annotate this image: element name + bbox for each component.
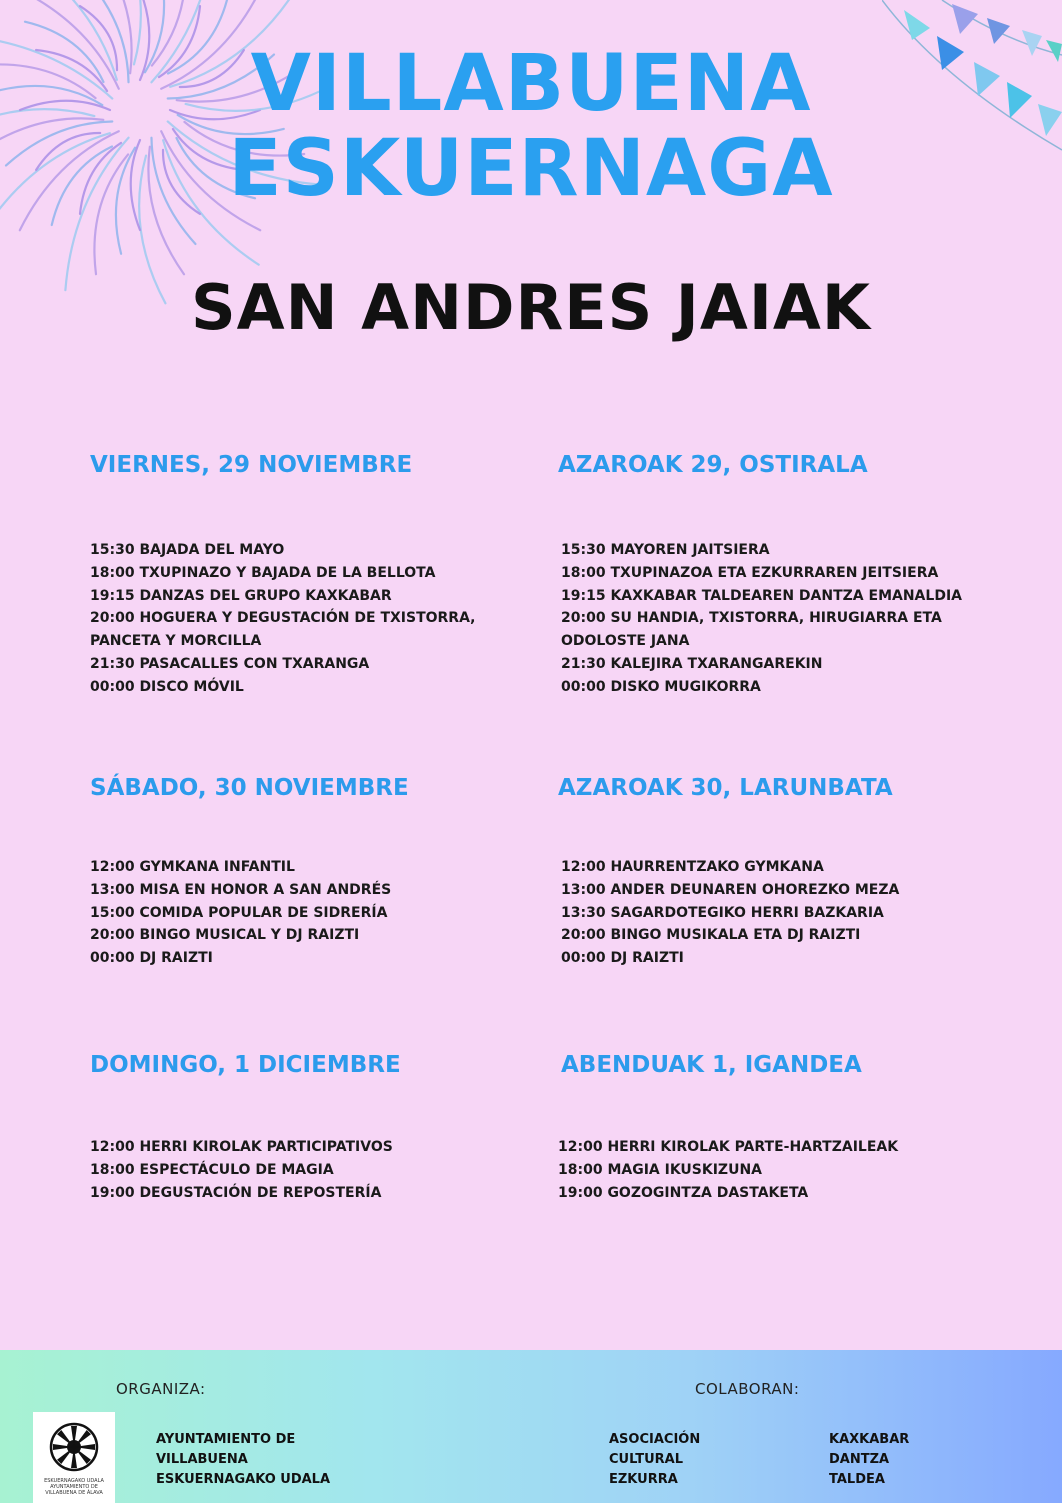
schedule-item: 18:00 MAGIA IKUSKIZUNA [558, 1161, 763, 1178]
schedule-item: 00:00 DJ RAIZTI [90, 950, 213, 967]
logo-emblem-icon [49, 1422, 99, 1472]
schedule-item: 18:00 TXUPINAZO Y BAJADA DE LA BELLOTA [90, 564, 436, 581]
schedule-item: 15:30 MAYOREN JAITSIERA [561, 542, 770, 558]
day-heading-saturday-eu: AZAROAK 30, LARUNBATA [558, 775, 893, 801]
schedule-item: 19:00 GOZOGINTZA DASTAKETA [558, 1184, 809, 1201]
day-heading-sunday-eu: ABENDUAK 1, IGANDEA [561, 1052, 862, 1078]
collaborator-kaxkabar: KAXKABAR DANTZA TALDEA [829, 1432, 910, 1487]
schedule-item: 20:00 SU HANDIA, TXISTORRA, HIRUGIARRA ETA [561, 610, 942, 627]
day-heading-sunday-es: DOMINGO, 1 DICIEMBRE [90, 1052, 401, 1078]
town-hall-logo-icon [33, 1412, 115, 1503]
schedule-item: 12:00 HAURRENTZAKO GYMKANA [561, 859, 824, 875]
schedule-item: 20:00 HOGUERA Y DEGUSTACIÓN DE TXISTORRA, [90, 610, 476, 627]
schedule-item: 19:15 DANZAS DEL GRUPO KAXKABAR [90, 587, 392, 604]
colaboran-label: COLABORAN: [695, 1380, 800, 1398]
schedule-item: 00:00 DJ RAIZTI [561, 950, 684, 967]
schedule-list-friday-es [90, 539, 476, 699]
schedule-list-sunday-eu [558, 1136, 898, 1204]
page-title-line1: VILLABUENA [250, 39, 812, 129]
organizer-name: AYUNTAMIENTO DE VILLABUENA ESKUERNAGAKO UDALA [156, 1432, 331, 1487]
schedule-item: 18:00 ESPECTÁCULO DE MAGIA [90, 1161, 334, 1178]
schedule-item: 15:00 COMIDA POPULAR DE SIDRERÍA [90, 904, 388, 921]
schedule-item: 12:00 GYMKANA INFANTIL [90, 859, 295, 875]
schedule-item: 13:30 SAGARDOTEGIKO HERRI BAZKARIA [561, 904, 884, 921]
schedule-item: 20:00 BINGO MUSIKALA ETA DJ RAIZTI [561, 927, 861, 944]
day-heading-friday-es: VIERNES, 29 NOVIEMBRE [90, 452, 413, 478]
schedule-item: 19:00 DEGUSTACIÓN DE REPOSTERÍA [90, 1184, 382, 1201]
schedule-list-saturday-eu [561, 856, 899, 970]
schedule-item: 18:00 TXUPINAZOA ETA EZKURRAREN JEITSIERA [561, 564, 939, 581]
schedule-item: 13:00 ANDER DEUNAREN OHOREZKO MEZA [561, 881, 900, 898]
schedule-item: 00:00 DISKO MUGIKORRA [561, 678, 761, 695]
organiza-label: ORGANIZA: [116, 1380, 206, 1398]
schedule-item: 19:15 KAXKABAR TALDEAREN DANTZA EMANALDIA [561, 587, 962, 604]
logo-caption: ESKUERNAGAKO UDALA AYUNTAMIENTO DE VILLABUENA DE ÁLAVA [44, 1478, 104, 1496]
schedule-list-friday-eu [561, 539, 962, 699]
page-title-line2: ESKUERNAGA [228, 124, 834, 214]
schedule-item: PANCETA Y MORCILLA [90, 633, 262, 650]
page-subtitle: SAN ANDRES JAIAK [191, 271, 871, 344]
schedule-list-saturday-es [90, 856, 391, 970]
schedule-item: 12:00 HERRI KIROLAK PARTE-HARTZAILEAK [558, 1139, 899, 1155]
schedule-item: 20:00 BINGO MUSICAL Y DJ RAIZTI [90, 927, 360, 944]
schedule-item: 13:00 MISA EN HONOR A SAN ANDRÉS [90, 881, 392, 898]
collaborator-ezkurra: ASOCIACIÓN CULTURAL EZKURRA [609, 1432, 701, 1487]
schedule-item: 00:00 DISCO MÓVIL [90, 678, 244, 695]
schedule-item: 21:30 PASACALLES CON TXARANGA [90, 655, 370, 672]
schedule-item: 21:30 KALEJIRA TXARANGAREKIN [561, 655, 823, 672]
schedule-item: 15:30 BAJADA DEL MAYO [90, 542, 285, 558]
schedule-list-sunday-es [90, 1136, 393, 1204]
day-heading-friday-eu: AZAROAK 29, OSTIRALA [558, 452, 868, 478]
schedule-item: 12:00 HERRI KIROLAK PARTICIPATIVOS [90, 1139, 393, 1155]
schedule-item: ODOLOSTE JANA [561, 633, 690, 650]
day-heading-saturday-es: SÁBADO, 30 NOVIEMBRE [90, 775, 409, 801]
